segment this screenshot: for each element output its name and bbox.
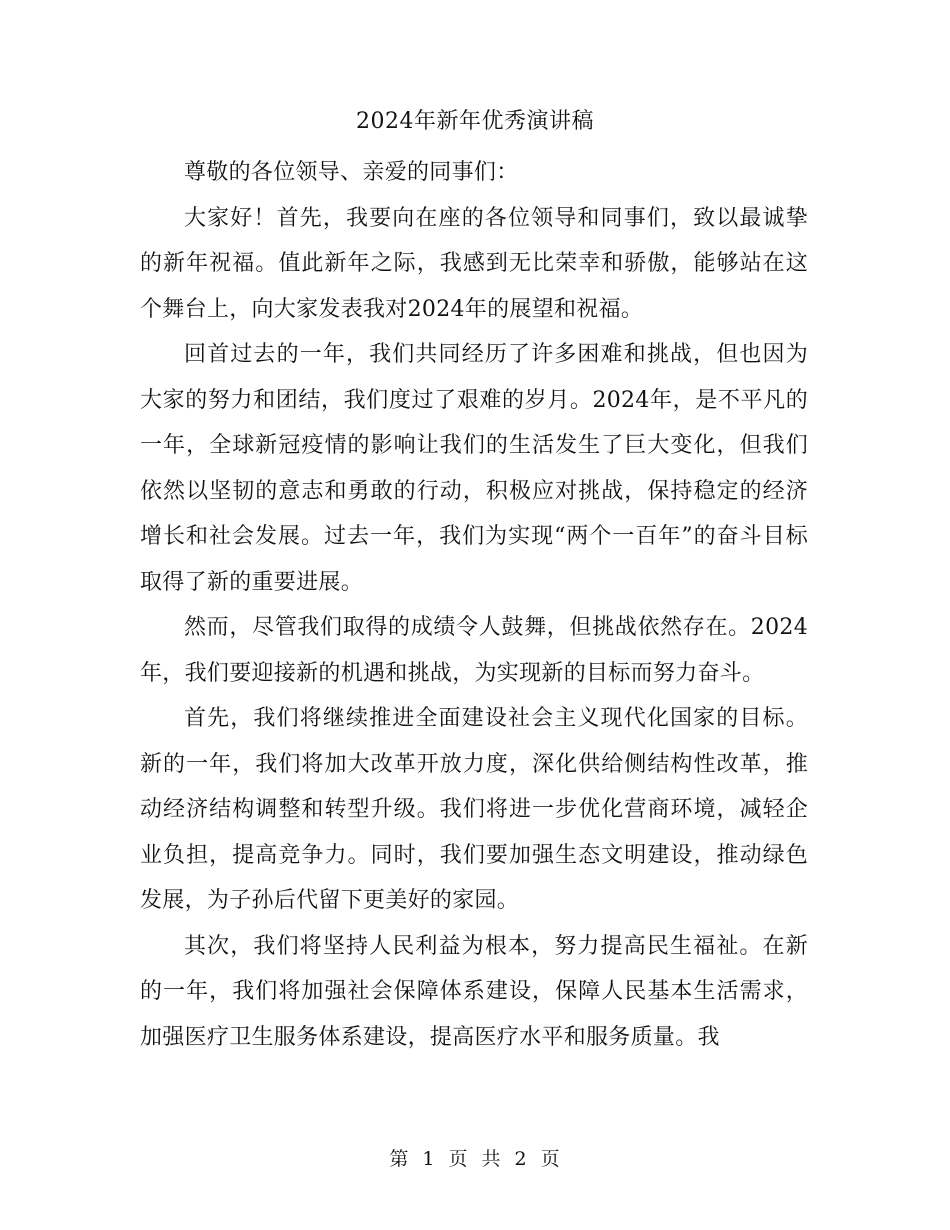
challenge-paragraph: 然而，尽管我们取得的成绩令人鼓舞，但挑战依然存在。2024年，我们要迎接新的机遇和挑战，为实现新的目标而努力奋斗。 xyxy=(140,615,808,686)
page-footer: 第 1 页 共 2 页 xyxy=(389,1148,561,1170)
document-title: 2024年新年优秀演讲稿 xyxy=(356,109,594,134)
second-goal-paragraph: 其次，我们将坚持人民利益为根本，努力提高民生福祉。在新的一年，我们将加强社会保障体系建设，保障人民基本生活需求，加强医疗卫生服务体系建设，提高医疗水平和服务质量。我 xyxy=(140,933,808,1050)
review-paragraph: 回首过去的一年，我们共同经历了许多困难和挑战，但也因为大家的努力和团结，我们度过了艰难的岁月。2024年，是不平凡的一年，全球新冠疫情的影响让我们的生活发生了巨大变化，但我们依然以坚韧的意志和勇敢的行动，积极应对挑战，保持稳定的经济增长和社会发展。过去一年，我们为实现“两个一百年”的奋斗目标取得了新的重要进展。 xyxy=(140,342,808,595)
first-goal-paragraph: 首先，我们将继续推进全面建设社会主义现代化国家的目标。新的一年，我们将加大改革开放力度，深化供给侧结构性改革，推动经济结构调整和转型升级。我们将进一步优化营商环境，减轻企业负担，提高竞争力。同时，我们要加强生态文明建设，推动绿色发展，为子孙后代留下更美好的家园。 xyxy=(140,706,808,913)
greeting-paragraph: 大家好！首先，我要向在座的各位领导和同事们，致以最诚挚的新年祝福。值此新年之际，我感到无比荣幸和骄傲，能够站在这个舞台上，向大家发表我对2024年的展望和祝福。 xyxy=(140,205,808,322)
salutation-paragraph: 尊敬的各位领导、亲爱的同事们： xyxy=(184,160,519,185)
document-body xyxy=(140,150,808,1060)
